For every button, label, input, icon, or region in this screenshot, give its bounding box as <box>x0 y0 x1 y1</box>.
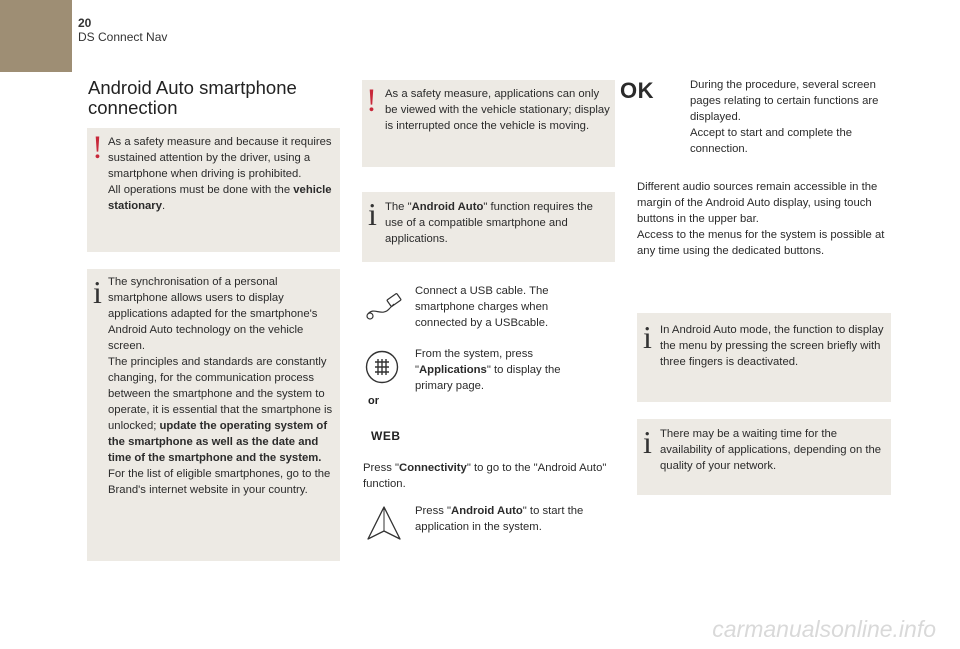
info-icon: i <box>368 196 377 232</box>
warning-icon: ! <box>92 130 103 166</box>
step-conn-pre: Press " <box>363 462 400 474</box>
step-aa-text <box>415 503 595 535</box>
audio-sources-text <box>637 179 889 259</box>
info-icon: i <box>93 274 102 310</box>
page-title: Android Auto smartphone connection <box>88 77 297 118</box>
applications-icon <box>365 350 399 384</box>
android-auto-icon <box>366 505 402 543</box>
step-conn-bold: Connectivity <box>399 462 467 474</box>
section-name: DS Connect Nav <box>78 30 168 44</box>
info-icon: i <box>643 424 652 460</box>
step-connectivity-text <box>363 460 608 492</box>
info-text-left <box>108 274 336 498</box>
ok-procedure-text <box>690 77 880 157</box>
page-number: 20 <box>78 16 92 30</box>
watermark: carmanualsonline.info <box>712 616 936 642</box>
web-label: WEB <box>371 429 401 443</box>
step-apps-post: " to display the primary page. <box>415 364 561 392</box>
step-apps-bold: Applications <box>419 364 487 376</box>
step-apps-pre: From the system, press " <box>415 348 534 376</box>
step-aa-bold: Android Auto <box>451 505 523 517</box>
step-aa-pre: Press " <box>415 505 452 517</box>
warning-text-left <box>108 134 334 214</box>
or-label: or <box>368 395 379 407</box>
warning-icon: ! <box>366 83 377 119</box>
info-mid-post: " function requires the use of a compatible smartphone and applications. <box>385 201 593 245</box>
info-left-p2: The principles and standards are constantly changing, for the communication process between the smartphone and the system to operate, it is essential that the smartphone is unlocked; <box>108 356 333 432</box>
step-apps-text <box>415 346 585 394</box>
right-p1: Different audio sources remain accessible in the margin of the Android Auto display, using touch buttons in the upper bar. <box>637 181 878 225</box>
page-tab <box>0 0 72 72</box>
warning-text-middle: As a safety measure, applications can only be viewed with the vehicle stationary; display is interrupted once the vehicle is moving. <box>385 88 610 132</box>
info-left-p2-bold: update the operating system of the smartphone as well as the date and time of the smartphone and the system. <box>108 420 328 464</box>
warning-text-line1: As a safety measure and because it requires sustained attention by the driver, using a smartphone when driving is prohibited. <box>108 136 332 180</box>
info-mid-pre: The " <box>385 201 412 213</box>
info-icon: i <box>643 319 652 355</box>
usb-cable-icon <box>364 286 404 326</box>
info-text-middle <box>385 199 610 247</box>
step-conn-post: " to go to the "Android Auto" function. <box>363 462 607 490</box>
info-right-1-text: In Android Auto mode, the function to display the menu by pressing the screen briefly with three fingers is deactivated. <box>660 324 884 368</box>
right-p2: Access to the menus for the system is possible at any time using the dedicated buttons. <box>637 229 885 257</box>
step-aa-post: " to start the application in the system. <box>415 505 584 533</box>
info-left-p1: The synchronisation of a personal smartphone allows users to display applications adapted for the smartphone's Android Auto technology on the vehicle screen. <box>108 276 318 352</box>
step-usb-text: Connect a USB cable. The smartphone charges when connected by a USBcable. <box>415 285 549 329</box>
info-right-2-text: There may be a waiting time for the availability of applications, depending on the quality of your network. <box>660 428 882 472</box>
warning-text-line2: All operations must be done with the <box>108 184 291 196</box>
ok-label: OK <box>620 78 654 103</box>
warning-text-end: . <box>162 200 166 212</box>
ok-text-1: During the procedure, several screen pages relating to certain functions are displayed. <box>690 79 879 123</box>
info-mid-bold: Android Auto <box>411 201 484 213</box>
ok-text-2: Accept to start and complete the connection. <box>690 127 853 155</box>
info-left-p3: For the list of eligible smartphones, go to the Brand's internet website in your country. <box>108 468 331 496</box>
warning-text-bold: vehicle stationary <box>108 184 332 212</box>
